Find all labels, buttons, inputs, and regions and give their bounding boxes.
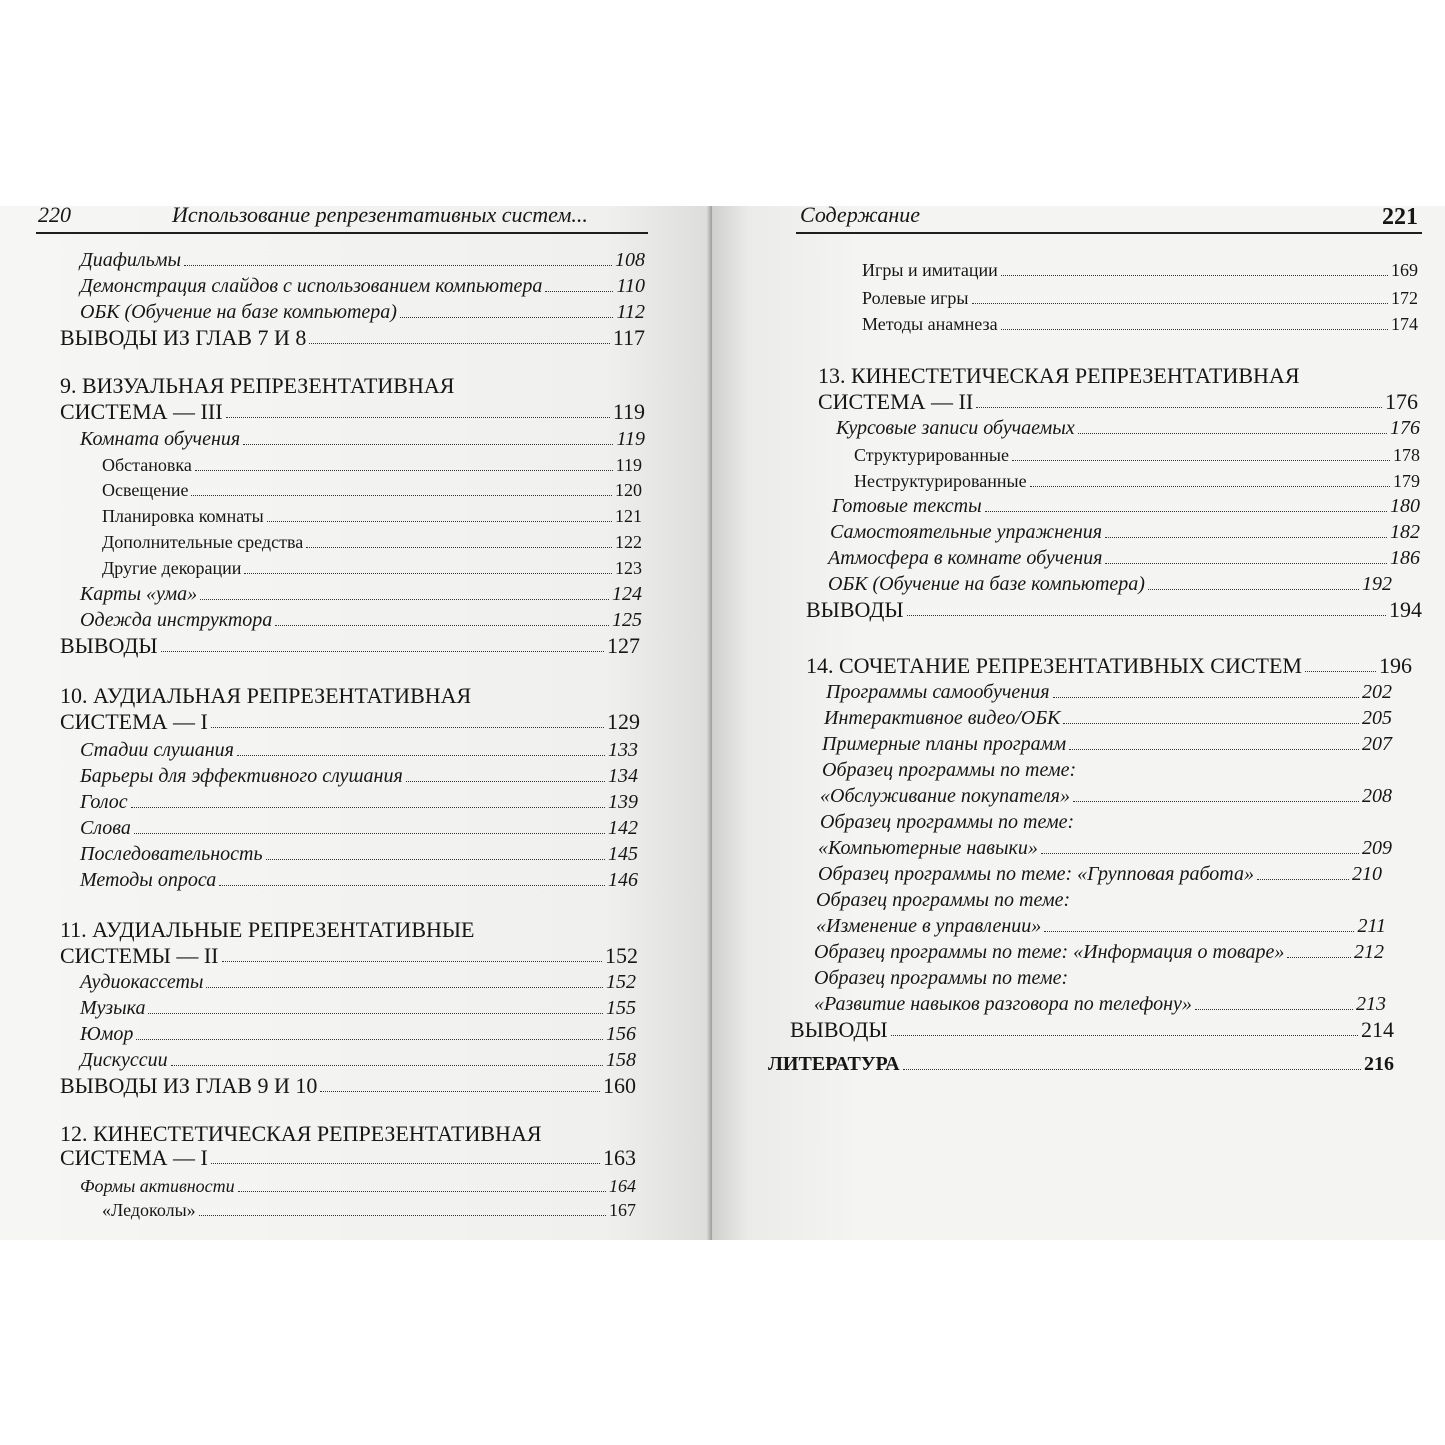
toc-entry[interactable]: Образец программы по теме: «Групповая работа» 210 xyxy=(818,863,1382,885)
toc-entry[interactable]: ОБК (Обучение на базе компьютера) 192 xyxy=(828,573,1392,595)
toc-entry[interactable]: «Обслуживание покупателя» 208 xyxy=(820,785,1392,807)
left-page xyxy=(0,202,712,1240)
toc-chapter-entry[interactable]: СИСТЕМЫ — II 152 xyxy=(60,943,638,968)
left-header-rule xyxy=(36,232,648,234)
toc-subentry[interactable]: Планировка комнаты 121 xyxy=(102,506,642,526)
toc-entry[interactable]: Слова 142 xyxy=(80,817,638,839)
toc-subentry[interactable]: Неструктурированные 179 xyxy=(854,471,1420,491)
toc-subentry[interactable]: Освещение 120 xyxy=(102,480,642,500)
toc-entry[interactable]: Последовательность 145 xyxy=(80,843,638,865)
toc-entry[interactable]: Программы самообучения 202 xyxy=(826,681,1392,703)
toc-subentry[interactable]: Другие декорации 123 xyxy=(102,558,642,578)
toc-entry[interactable]: ОБК (Обучение на базе компьютера) 112 xyxy=(80,301,645,323)
toc-chapter-heading[interactable]: 12. КИНЕСТЕТИЧЕСКАЯ РЕПРЕЗЕНТАТИВНАЯ xyxy=(60,1121,542,1146)
toc-entry[interactable]: Образец программы по теме: xyxy=(822,759,1077,781)
toc-summary-entry[interactable]: ВЫВОДЫ ИЗ ГЛАВ 7 И 8 117 xyxy=(60,325,645,350)
toc-entry[interactable]: Образец программы по теме: xyxy=(816,889,1071,911)
toc-entry[interactable]: Комната обучения 119 xyxy=(80,428,645,450)
toc-entry[interactable]: Курсовые записи обучаемых 176 xyxy=(836,417,1420,439)
left-page-number: 220 xyxy=(38,202,71,227)
toc-subentry[interactable]: Методы анамнеза 174 xyxy=(862,314,1418,334)
toc-entry[interactable]: Демонстрация слайдов с использованием компьютера 110 xyxy=(80,275,645,297)
toc-summary-entry[interactable]: ВЫВОДЫ 127 xyxy=(60,633,640,658)
toc-chapter-heading[interactable]: 11. АУДИАЛЬНЫЕ РЕПРЕЗЕНТАТИВНЫЕ xyxy=(60,917,475,942)
toc-entry[interactable]: Стадии слушания 133 xyxy=(80,739,638,761)
toc-entry[interactable]: Карты «ума» 124 xyxy=(80,583,642,605)
toc-entry[interactable]: Голос 139 xyxy=(80,791,638,813)
right-page-number: 221 xyxy=(1382,204,1418,230)
toc-summary-entry[interactable]: ВЫВОДЫ 214 xyxy=(790,1017,1394,1042)
toc-subentry[interactable]: Игры и имитации 169 xyxy=(862,260,1418,280)
toc-entry[interactable]: Барьеры для эффективного слушания 134 xyxy=(80,765,638,787)
toc-chapter-entry[interactable]: 14. СОЧЕТАНИЕ РЕПРЕЗЕНТАТИВНЫХ СИСТЕМ 196 xyxy=(806,653,1412,678)
right-header-rule xyxy=(796,232,1422,234)
toc-entry[interactable]: Музыка 155 xyxy=(80,997,636,1019)
toc-entry[interactable]: Образец программы по теме: «Информация о товаре» 212 xyxy=(814,941,1384,963)
toc-entry[interactable]: Одежда инструктора 125 xyxy=(80,609,642,631)
toc-chapter-entry[interactable]: СИСТЕМА — II 176 xyxy=(818,389,1418,414)
right-page xyxy=(712,202,1445,1240)
toc-entry[interactable]: Аудиокассеты 152 xyxy=(80,971,636,993)
toc-entry[interactable]: Дискуссии 158 xyxy=(80,1049,636,1071)
toc-chapter-entry[interactable]: СИСТЕМА — I 163 xyxy=(60,1145,636,1170)
toc-chapter-heading[interactable]: 13. КИНЕСТЕТИЧЕСКАЯ РЕПРЕЗЕНТАТИВНАЯ xyxy=(818,363,1300,388)
toc-entry[interactable]: Примерные планы программ 207 xyxy=(822,733,1392,755)
toc-entry[interactable]: Методы опроса 146 xyxy=(80,869,638,891)
toc-entry[interactable]: Образец программы по теме: xyxy=(820,811,1075,833)
toc-entry[interactable]: «Изменение в управлении» 211 xyxy=(816,915,1386,937)
toc-entry[interactable]: Образец программы по теме: xyxy=(814,967,1069,989)
toc-subentry[interactable]: Структурированные 178 xyxy=(854,445,1420,465)
toc-subentry[interactable]: Ролевые игры 172 xyxy=(862,288,1418,308)
right-running-title: Содержание xyxy=(800,202,921,227)
toc-chapter-entry[interactable]: СИСТЕМА — I 129 xyxy=(60,709,640,734)
toc-subentry[interactable]: Дополнительные средства 122 xyxy=(102,532,642,552)
left-running-title: Использование репрезентативных систем... xyxy=(172,202,588,227)
toc-entry[interactable]: Атмосфера в комнате обучения 186 xyxy=(828,547,1420,569)
toc-chapter-entry[interactable]: СИСТЕМА — III 119 xyxy=(60,399,645,424)
toc-entry[interactable]: Диафильмы 108 xyxy=(80,249,645,271)
toc-summary-entry[interactable]: ВЫВОДЫ ИЗ ГЛАВ 9 И 10 160 xyxy=(60,1073,636,1098)
toc-chapter-heading[interactable]: 9. ВИЗУАЛЬНАЯ РЕПРЕЗЕНТАТИВНАЯ xyxy=(60,373,455,398)
toc-bibliography-entry[interactable]: ЛИТЕРАТУРА 216 xyxy=(768,1053,1394,1075)
toc-entry[interactable]: Готовые тексты 180 xyxy=(832,495,1420,517)
toc-entry[interactable]: «Компьютерные навыки» 209 xyxy=(818,837,1392,859)
toc-chapter-heading[interactable]: 10. АУДИАЛЬНАЯ РЕПРЕЗЕНТАТИВНАЯ xyxy=(60,683,472,708)
toc-subentry[interactable]: «Ледоколы» 167 xyxy=(102,1200,636,1220)
toc-summary-entry[interactable]: ВЫВОДЫ 194 xyxy=(806,597,1422,622)
toc-subentry[interactable]: Обстановка 119 xyxy=(102,455,642,475)
toc-entry[interactable]: «Развитие навыков разговора по телефону» 213 xyxy=(814,993,1386,1015)
toc-entry[interactable]: Самостоятельные упражнения 182 xyxy=(830,521,1420,543)
toc-entry[interactable]: Формы активности 164 xyxy=(80,1176,636,1196)
toc-entry[interactable]: Интерактивное видео/ОБК 205 xyxy=(824,707,1392,729)
book-spread xyxy=(0,202,1445,1240)
toc-entry[interactable]: Юмор 156 xyxy=(80,1023,636,1045)
